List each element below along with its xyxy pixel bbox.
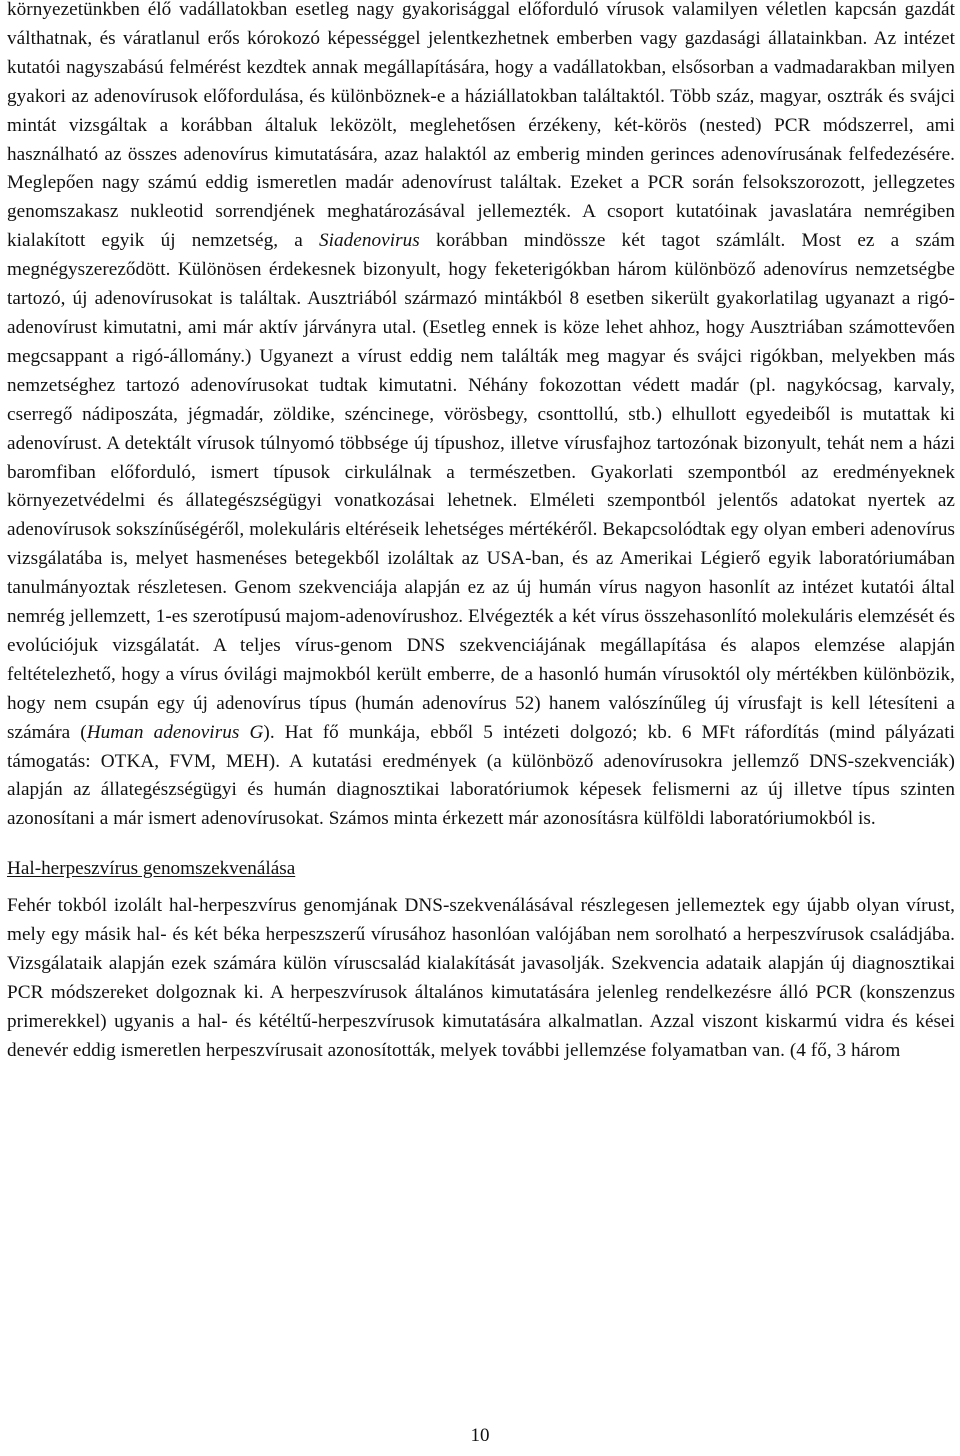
species-name: Human adenovirus G [86, 721, 264, 743]
paragraph-text: környezetünkben élő vadállatokban esetleg nagy gyakorisággal előforduló vírusok valamilyen véletlen kapcsán gazdát válthatnak, és váratlanul erős kórokozó képességgel jelentkezhetnek emberben vagy gazdasági állatainkban. Az intézet kutatói nagyszabású felmérést kezdtek annak megállapítására, hogy a vadállatokban, elsősorban a vadmadarakban milyen gyakori az adenovírusok előfordulása, és különböznek-e a háziállatokban találtaktól. Több száz, magyar, osztrák és svájci mintát vizsgáltak a korábban általuk leközölt, meglehetősen érzékeny, két-körös (nested) PCR módszerrel, ami használható az összes adenovírus kimutatására, azaz halaktól az emberig minden gerinces adenovírusának felfedezésére. Meglepően nagy számú eddig ismeretlen madár adenovírust találtak. Ezeket a PCR során felsokszorozott, jellegzetes genomszakasz nukleotid sorrendjének meghatározásával jellemezték. A csoport kutatóinak javaslatára nemrégiben kialakított egyik új nemzetség, a [7, 0, 955, 252]
genus-name: Siadenovirus [318, 230, 420, 252]
adenovirus-paragraph [7, 0, 955, 834]
paragraph-text-continued: korábban mindössze két tagot számlált. Most ez a szám megnégyszereződött. Különösen érdekesnek bizonyult, hogy feketerigókban három különböző adenovírus nemzetségbe tartozó, új adenovírusokat is találtak. Ausztriából származó mintákból 8 esetben sikerült gyakorlatilag ugyanazt a rigó-adenovírust kimutatni, ami már aktív járványra utal. (Esetleg ennek is köze lehet ahhoz, hogy Ausztriában számottevően megcsappant a rigó-állomány.) Ugyanezt a vírust eddig nem találták meg magyar és svájci rigókban, melyekben más nemzetséghez tartozó adenovírusokat tudtak kimutatni. Néhány fokozottan védett madár (pl. nagykócsag, karvaly, cserregő nádiposzáta, jégmadár, zöldike, széncinege, vörösbegy, csonttollú, stb.) elhullott egyedeiből is mutattak ki adenovírust. A detektált vírusok túlnyomó többsége új típushoz, illetve vírusfajhoz tartozónak bizonyult, tehát nem a házi baromfiban előforduló, ismert típusok cirkulálnak a természetben. Gyakorlati szempontból az eredményeknek környezetvédelmi és állategészségügyi vonatkozásai lehetnek. Elméleti szempontból jelentős adatokat nyertek az adenovírusok sokszínűségéről, molekuláris eltéréseik lehetséges mértékéről. Bekapcsolódtak egy olyan emberi adenovírus vizsgálatába is, melyet hasmenéses betegekből izoláltak az USA-ban, és az Amerikai Légierő egyik laboratóriumában tanulmányoztak részletesen. Genom szekvenciája alapján ez az új humán vírus nagyon hasonlít az intézet kutatói által nemrég jellemzett, 1-es szerotípusú majom-adenovírushoz. Elvégezték a két vírus összehasonlító molekuláris elemzését és evolúciójuk vizsgálatát. A teljes vírus-genom DNS szekvenciájának megállapítása és alapos elemzése alapján feltételezhető, hogy a vírus óvilági majmokból került emberre, de a hasonló humán vírusoktól oly mértékben különbözik, hogy nem csupán egy új adenovírus típus (humán adenovírus 52) hanem valószínűleg új vírusfajt is kell létesíteni a számára ( [7, 230, 955, 743]
page-body [7, 0, 955, 1066]
paragraph-text-end: ). Hat fő munkája, ebből 5 intézeti dolgozó; kb. 6 MFt ráfordítás (mind pályázati támogatás: OTKA, FVM, MEH). A kutatási eredmények (a különböző adenovírusokra jellemző DNS-szekvenciák) alapján az állategészségügyi és humán diagnosztikai laboratóriumok képesek felismerni az új illetve típus szinten azonosítani a már ismert adenovírusokat. Számos minta érkezett már azonosításra külföldi laboratóriumokból is. [7, 721, 955, 830]
herpesvirus-paragraph: Fehér tokból izolált hal-herpeszvírus genomjának DNS-szekvenálásával részlegesen jellemeztek egy újabb olyan vírust, mely egy másik hal- és két béka herpeszszerű vírusához hasonlóan valójában nem sorolható a herpeszvírusok családjába. Vizsgálataik alapján ezek számára külön víruscsalád kialakítását javasolják. Szekvencia adataik alapján új diagnosztikai PCR módszereket dolgoznak ki. A herpeszvírusok általános kimutatására jelenleg rendelkezésre álló PCR (konszenzus primerekkel) ugyanis a hal- és kétéltű-herpeszvírusok kimutatására alkalmatlan. Azzal viszont kiskarmú vidra és kései denevér eddig ismeretlen herpeszvírusait azonosították, melyek további jellemzése folyamatban van. (4 fő, 3 három [7, 895, 955, 1061]
section-heading: Hal-herpeszvírus genomszekvenálása [7, 858, 296, 880]
page-number: 10 [470, 1425, 490, 1446]
